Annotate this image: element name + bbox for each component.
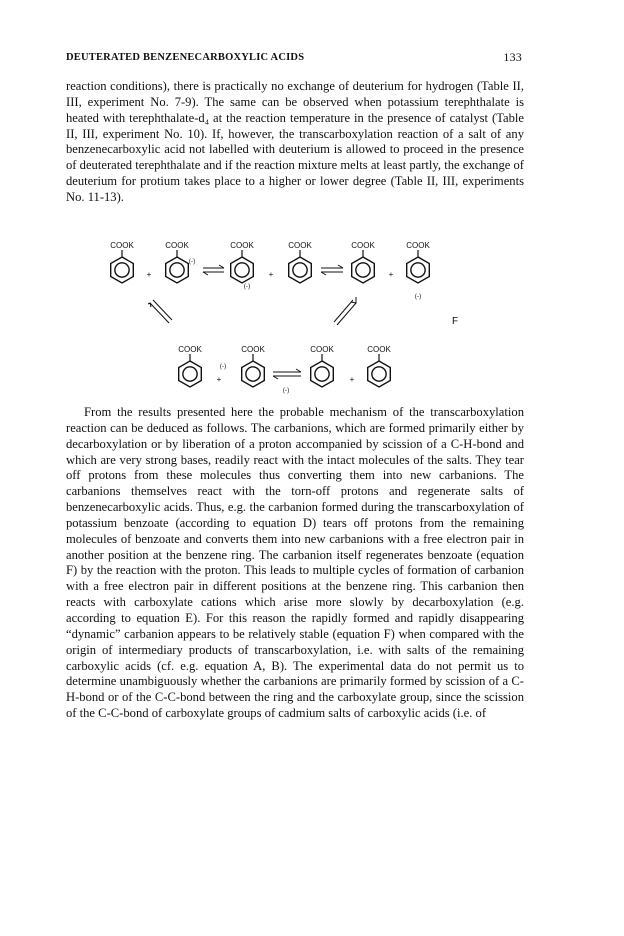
bottom-ring-1-cook-label: COOK xyxy=(178,345,202,354)
top-ring-3-aromatic-circle xyxy=(235,263,249,277)
bottom-plus-2: + xyxy=(349,375,355,384)
reaction-scheme xyxy=(100,232,500,397)
top-ring-3-hexagon xyxy=(231,257,254,283)
bottom-ring-3-cook-label: COOK xyxy=(310,345,334,354)
diag-left-head xyxy=(148,303,151,307)
bottom-ring-4-cook-label: COOK xyxy=(367,345,391,354)
paragraph-2: From the results presented here the probable mechanism of the transcarboxylation reaction can be deduced as follows. The carbanions, which are formed primarily either by decarboxylation or by liberation of a proton accompanied by scission of a C-H-bond and which are very strong bases, readily react with the intact molecules of the salts. They tear off protons from these molecules thus converting them into new carbanions. The carbanions themselves react with the torn-off protons and regenerate salts of benzenecarboxylic acids. Thus, e.g. the carbanion formed during the transcarboxylation of potassium benzoate (according to equation D) tears off protons from the remaining molecules of benzoate and converts them into new carbanions with a free electron pair in another position at the benzene ring. The carbanion itself regenerates benzoate (equation F) by the reaction with the proton. This leads to multiple cycles of formation of carbanion with a free electron pair in different positions at the benzene ring. This carbanion then reacts with carboxylate cations which arise more slowly by decarboxylation (e.g. according to equation E). For this reason the rapidly formed and rapidly disappearing “dynamic” carbanion appears to be relatively stable (equation F) when compared with the origin of intermediary products of transcarboxylation, i.e. with salts of the remaining carboxylic acids (cf. e.g. equation A, B). The experimental data do not permit us to determine unambiguously whether the carbanions are primarily formed by scission of a C-H-bond or of the C-C-bond between the ring and the carboxylate group, since the scission of the C-C-bond of carboxylate groups of cadmium salts of carboxylic acids (i.e. of xyxy=(66,405,524,721)
top-ring-4-cook-label: COOK xyxy=(288,241,312,250)
bottom-ring-3-aromatic-circle xyxy=(315,367,329,381)
top-plus-1: + xyxy=(146,270,152,279)
diag-right-1 xyxy=(334,300,353,322)
top-charge-1: (-) xyxy=(188,258,196,265)
top-ring-2-hexagon xyxy=(166,257,189,283)
top-ring-4-aromatic-circle xyxy=(293,263,307,277)
top-ring-5-hexagon xyxy=(352,257,375,283)
top-ring-4-hexagon xyxy=(289,257,312,283)
top-ring-2-aromatic-circle xyxy=(170,263,184,277)
top-charge-2: (-) xyxy=(243,283,251,290)
top-ring-1-aromatic-circle xyxy=(115,263,129,277)
top-charge-3: (-) xyxy=(414,293,422,300)
bottom-ring-2-aromatic-circle xyxy=(246,367,260,381)
top-plus-3: + xyxy=(388,270,394,279)
equation-label-f: F xyxy=(451,316,459,327)
bottom-ring-3-hexagon xyxy=(311,361,334,387)
bottom-ring-4-hexagon xyxy=(368,361,391,387)
reaction-scheme-drawing xyxy=(100,232,500,397)
bottom-ring-2-hexagon xyxy=(242,361,265,387)
running-title: DEUTERATED BENZENECARBOXYLIC ACIDS xyxy=(66,52,305,63)
bottom-charge-2: (-) xyxy=(282,387,290,394)
top-ring-6-hexagon xyxy=(407,257,430,283)
top-ring-3-cook-label: COOK xyxy=(230,241,254,250)
top-ring-6-cook-label: COOK xyxy=(406,241,430,250)
top-plus-2: + xyxy=(268,270,274,279)
diag-right-head xyxy=(351,297,356,303)
top-ring-1-hexagon xyxy=(111,257,134,283)
top-ring-2-cook-label: COOK xyxy=(165,241,189,250)
top-ring-5-cook-label: COOK xyxy=(351,241,375,250)
paragraph-1: reaction conditions), there is practically no exchange of deuterium for hydrogen (Table II, III, experiment No. 7-9). The same can be observed when potassium terephthalate is heated with terephthalate-d₄ at the reaction temperature in the presence of catalyst (Table II, III, experiment No. 10). If, however, the transcarboxylation reaction of a salt of any benzenecarboxylic acid not labelled with deuterium is allowed to proceed in the presence of deuterated terephthalate and if the reaction mixture melts at least partly, the exchange of deuterium for protium takes place to a higher or lower degree (Table II, III, experiments No. 11-13). xyxy=(66,79,524,204)
bottom-ring-1-hexagon xyxy=(179,361,202,387)
bottom-ring-4-aromatic-circle xyxy=(372,367,386,381)
diag-left-2 xyxy=(150,303,169,323)
top-ring-5-aromatic-circle xyxy=(356,263,370,277)
top-ring-1-cook-label: COOK xyxy=(110,241,134,250)
bottom-ring-1-aromatic-circle xyxy=(183,367,197,381)
top-ring-6-aromatic-circle xyxy=(411,263,425,277)
bottom-plus-1: + xyxy=(216,375,222,384)
diag-left-1 xyxy=(153,300,172,320)
bottom-charge-1: (-) xyxy=(219,363,227,370)
diag-right-2 xyxy=(337,303,356,325)
bottom-ring-2-cook-label: COOK xyxy=(241,345,265,354)
page-number: 133 xyxy=(503,50,522,64)
